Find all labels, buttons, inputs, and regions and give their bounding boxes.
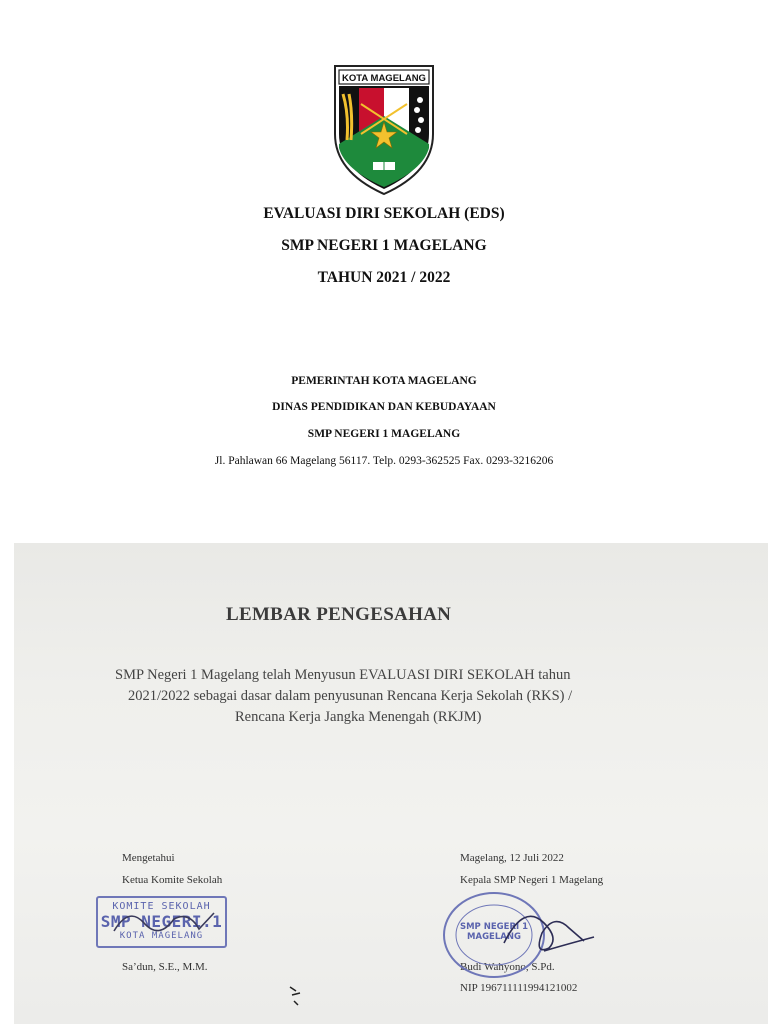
committee-stamp-line-2: SMP NEGERI.1: [100, 912, 223, 931]
principal-signature: [484, 893, 604, 963]
committee-stamp-line-1: KOMITE SEKOLAH: [112, 901, 211, 912]
school-address: Jl. Pahlawan 66 Magelang 56117. Telp. 0293-362525 Fax. 0293-3216206: [214, 455, 554, 467]
org-line-3: SMP NEGERI 1 MAGELANG: [307, 428, 461, 440]
committee-stamp-line-3: KOTA MAGELANG: [119, 931, 204, 941]
cover-title-line-2: SMP NEGERI 1 MAGELANG: [281, 237, 487, 254]
left-signatory-label-2: Ketua Komite Sekolah: [122, 874, 223, 886]
approval-title: LEMBAR PENGESAHAN: [226, 604, 452, 625]
approval-paragraph-line-2: 2021/2022 sebagai dasar dalam penyusunan Rencana Kerja Sekolah (RKS) /: [128, 688, 573, 704]
left-signatory-name: Sa’dun, S.E., M.M.: [122, 961, 208, 973]
approval-paragraph-line-1: SMP Negeri 1 Magelang telah Menyusun EVALUASI DIRI SEKOLAH tahun: [115, 667, 571, 683]
approval-paragraph-line-3: Rencana Kerja Jangka Menengah (RKJM): [235, 709, 482, 725]
approval-sheet-scan: [14, 543, 768, 1024]
cover-title-line-1: EVALUASI DIRI SEKOLAH (EDS): [263, 205, 505, 222]
left-signatory-label-1: Mengetahui: [122, 852, 175, 864]
org-line-2: DINAS PENDIDIKAN DAN KEBUDAYAAN: [272, 401, 496, 413]
right-signatory-name: Budi Wahyono, S.Pd.: [460, 961, 555, 973]
right-signatory-date: Magelang, 12 Juli 2022: [460, 852, 564, 864]
committee-signature: [104, 901, 224, 941]
cover-title-line-3: TAHUN 2021 / 2022: [317, 269, 451, 286]
school-stamp-line-2: MAGELANG: [467, 932, 521, 942]
margin-mark: [282, 981, 312, 1011]
school-stamp-line-1: SMP NEGERI 1: [459, 922, 529, 932]
right-signatory-nip: NIP 196711111994121002: [460, 982, 578, 994]
emblem-banner-text: KOTA MAGELANG: [342, 73, 426, 84]
right-signatory-label: Kepala SMP Negeri 1 Magelang: [460, 874, 604, 886]
org-line-1: PEMERINTAH KOTA MAGELANG: [291, 375, 477, 387]
kota-magelang-emblem: [331, 64, 437, 196]
